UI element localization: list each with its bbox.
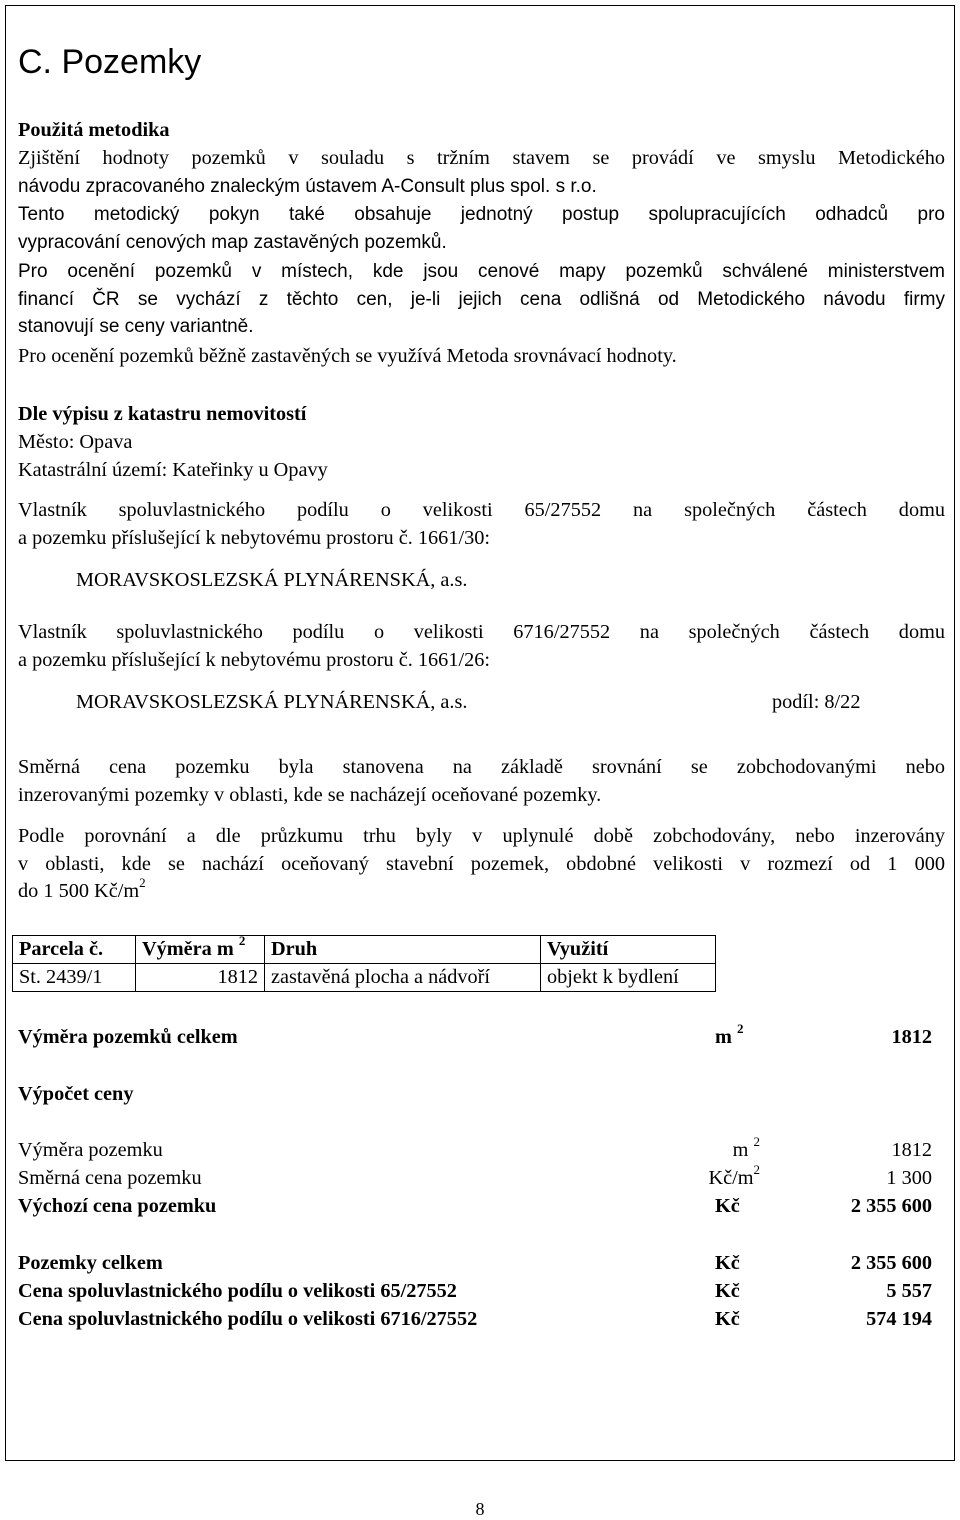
text-line: Pro ocenění pozemků v místech, kde jsou cenové mapy pozemků schválené ministerstvem <box>18 261 945 282</box>
text-line: a pozemku příslušející k nebytovému prostoru č. 1661/30: <box>18 526 491 549</box>
survey-note <box>18 823 945 906</box>
parcel-table <box>12 935 716 992</box>
owner-2-share: podíl: 8/22 <box>772 691 861 713</box>
total-value: 2 355 600 <box>850 1252 932 1274</box>
survey-note-last: do 1 500 Kč/m <box>18 880 140 903</box>
table-cell: St. 2439/1 <box>13 964 136 992</box>
total-label: Cena spoluvlastnického podílu o velikosti 65/27552 <box>18 1280 457 1302</box>
owner-1-name: MORAVSKOSLEZSKÁ PLYNÁRENSKÁ, a.s. <box>76 569 468 591</box>
total-area-value: 1812 <box>891 1026 932 1048</box>
total-unit: Kč <box>715 1280 740 1302</box>
total-label: Pozemky celkem <box>18 1252 163 1274</box>
calc-row-unit: $Kč/m^2$ <box>708 1162 760 1189</box>
owner-2-description <box>18 619 945 674</box>
header-cell: Druh <box>265 936 541 964</box>
table-cell: 1812 <box>136 964 265 992</box>
section-heading: C. Pozemky <box>18 43 202 81</box>
calc-row-label: Výměra pozemku <box>18 1139 163 1161</box>
header-cell: Parcela č. <box>13 936 136 964</box>
total-value: 574 194 <box>866 1308 932 1330</box>
methodology-paragraph-1 <box>18 145 945 200</box>
calc-row-unit: Kč <box>715 1195 740 1217</box>
text-line <box>18 875 945 906</box>
calc-row-value: 2 355 600 <box>850 1195 932 1217</box>
calc-row-value: 1812 <box>891 1139 932 1161</box>
table-cell: zastavěná plocha a nádvoří <box>265 964 541 992</box>
cadastre-title: Dle výpisu z katastru nemovitostí <box>18 403 307 425</box>
cadastre-area: Katastrální území: Kateřinky u Opavy <box>18 459 328 481</box>
text-line: Zjištění hodnoty pozemků v souladu s tržním stavem se provádí ve smyslu Metodického <box>18 147 945 169</box>
text-line: Podle porovnání a dle průzkumu trhu byly v uplynulé době zobchodovány, nebo inzerovány <box>18 825 945 847</box>
text-line: inzerovanými pozemky v oblasti, kde se nacházejí oceňované pozemky. <box>18 783 602 806</box>
owner-1-description <box>18 497 945 552</box>
table-header-row <box>13 936 716 964</box>
owner-2-name: MORAVSKOSLEZSKÁ PLYNÁRENSKÁ, a.s. <box>76 691 468 713</box>
total-unit: Kč <box>715 1252 740 1274</box>
text-line: a pozemku příslušející k nebytovému prostoru č. 1661/26: <box>18 648 491 671</box>
text-line: Tento metodický pokyn také obsahuje jednotný postup spolupracujících odhadců pro <box>18 204 945 225</box>
total-area-label: Výměra pozemků celkem <box>18 1026 238 1048</box>
text-line: Vlastník spoluvlastnického podílu o velikosti 6716/27552 na společných částech domu <box>18 621 945 643</box>
superscript: 2 <box>139 875 146 891</box>
methodology-title: Použitá metodika <box>18 119 170 141</box>
total-unit: Kč <box>715 1308 740 1330</box>
header-cell: Výměra m $^2$ <box>136 936 265 964</box>
header-cell: Využití <box>541 936 716 964</box>
total-area-unit: m $^2$ <box>715 1021 744 1048</box>
text-line: stanovují se ceny variantně. <box>18 316 254 338</box>
calc-row-value: 1 300 <box>886 1167 932 1189</box>
text-line: návodu zpracovaného znaleckým ústavem A-Consult plus spol. s r.o. <box>18 175 597 197</box>
price-note <box>18 754 945 809</box>
calc-title: Výpočet ceny <box>18 1083 134 1105</box>
page-number: 8 <box>475 1499 485 1519</box>
text-line: financí ČR se vychází z těchto cen, je-li jejich cena odlišná od Metodického návodu firmy <box>18 288 945 310</box>
text-line: v oblasti, kde se nachází oceňovaný stavební pozemek, obdobné velikosti v rozmezí od 1 000 <box>18 852 945 875</box>
calc-row-unit: m $^2$ <box>732 1134 760 1161</box>
cadastre-city: Město: Opava <box>18 431 133 453</box>
methodology-paragraph-2 <box>18 201 945 256</box>
text-line: Vlastník spoluvlastnického podílu o velikosti 65/27552 na společných částech domu <box>18 499 945 521</box>
text-line: Směrná cena pozemku byla stanovena na základě srovnání se zobchodovanými nebo <box>18 756 945 778</box>
table-cell: objekt k bydlení <box>541 964 716 992</box>
total-value: 5 557 <box>886 1280 932 1302</box>
text-line: vypracování cenových map zastavěných pozemků. <box>18 231 447 253</box>
total-label: Cena spoluvlastnického podílu o velikosti 6716/27552 <box>18 1308 478 1330</box>
calc-row-label: Výchozí cena pozemku <box>18 1195 217 1217</box>
table-row <box>13 964 716 992</box>
methodology-paragraph-4: Pro ocenění pozemků běžně zastavěných se využívá Metoda srovnávací hodnoty. <box>18 345 677 367</box>
calc-row-label: Směrná cena pozemku <box>18 1167 202 1189</box>
methodology-paragraph-3 <box>18 258 945 341</box>
